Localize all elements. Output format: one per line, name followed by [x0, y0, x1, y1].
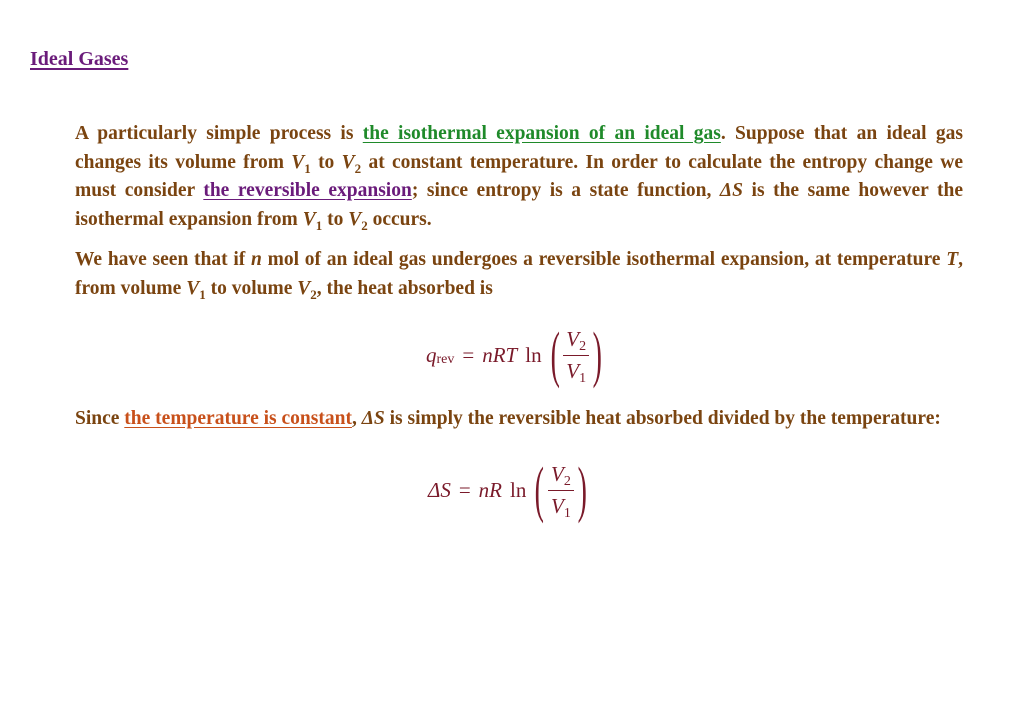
left-paren: (: [535, 456, 545, 524]
delta-s-symbol: ΔS: [719, 180, 743, 201]
fraction-numerator: V2: [551, 461, 571, 489]
ln-operator: ln: [525, 342, 542, 367]
paragraph-heat: [75, 246, 963, 303]
eq-rhs-coefficient: nRT: [482, 342, 518, 367]
text: Since: [75, 408, 125, 429]
text: , the heat absorbed is: [316, 277, 493, 299]
text: mol of an ideal gas undergoes a reversible isothermal expansion, at temperature: [261, 249, 947, 270]
text: ,: [351, 408, 362, 429]
equation-heat-absorbed: [426, 320, 608, 390]
volume-symbol: V: [341, 151, 355, 173]
delta-s-symbol: ΔS: [361, 408, 385, 429]
equation-entropy-change: [428, 455, 592, 525]
volume-symbol: V: [348, 208, 362, 230]
eq-lhs-subscript: rev: [436, 352, 455, 367]
subscript: 2: [354, 160, 362, 176]
page-title-link[interactable]: Ideal Gases: [30, 48, 129, 70]
volume-symbol: V: [186, 277, 200, 299]
text: , from volume: [75, 249, 963, 299]
subscript: 2: [361, 217, 368, 233]
text: We have seen that if: [75, 249, 252, 270]
subscript: 2: [310, 286, 317, 302]
main-content-lower: [75, 405, 963, 434]
temperature-constant-link[interactable]: the temperature is constant: [124, 408, 352, 429]
text: ; since entropy is a state function,: [411, 180, 720, 201]
text: to volume: [205, 277, 298, 299]
text: A particularly simple process is: [75, 123, 363, 144]
right-paren: ): [577, 456, 587, 524]
equals-sign: =: [462, 342, 475, 367]
right-paren: ): [592, 321, 603, 389]
text: is simply the reversible heat absorbed divided by the temperature:: [384, 408, 941, 429]
text: to: [310, 151, 342, 173]
fraction-bar: [563, 355, 589, 356]
isothermal-expansion-link[interactable]: the isothermal expansion of an ideal gas: [362, 123, 721, 144]
subscript: 1: [315, 217, 323, 233]
fraction-numerator: V2: [566, 326, 587, 354]
reversible-expansion-link[interactable]: the reversible expansion: [203, 180, 412, 201]
volume-symbol: V: [291, 151, 305, 173]
left-paren: (: [550, 321, 560, 389]
main-content: [75, 120, 963, 303]
fraction-denominator: V1: [566, 358, 587, 386]
text: at constant temperature. In order to calculate the entropy change we must consider: [75, 151, 963, 201]
volume-symbol: V: [302, 208, 316, 230]
subscript: 1: [304, 160, 311, 176]
volume-ratio-fraction: [563, 327, 589, 384]
volume-ratio-fraction: [548, 462, 574, 519]
paragraph-entropy: [75, 405, 963, 434]
subscript: 1: [199, 286, 206, 302]
text: to: [322, 208, 349, 230]
paragraph-intro: [75, 120, 963, 234]
eq-rhs-coefficient: nR: [478, 477, 502, 502]
volume-symbol: V: [297, 277, 311, 299]
fraction-denominator: V1: [551, 493, 571, 521]
equals-sign: =: [458, 477, 471, 502]
text: is the same however the isothermal expansion from: [75, 180, 963, 230]
text: . Suppose that an ideal gas changes its volume from: [75, 123, 963, 173]
temperature-symbol: T: [946, 249, 959, 270]
moles-symbol: n: [251, 249, 262, 270]
text: occurs.: [367, 208, 432, 230]
fraction-bar: [548, 490, 574, 491]
eq-lhs: ΔS: [428, 477, 451, 502]
eq-lhs: q: [426, 342, 437, 367]
ln-operator: ln: [510, 477, 527, 502]
